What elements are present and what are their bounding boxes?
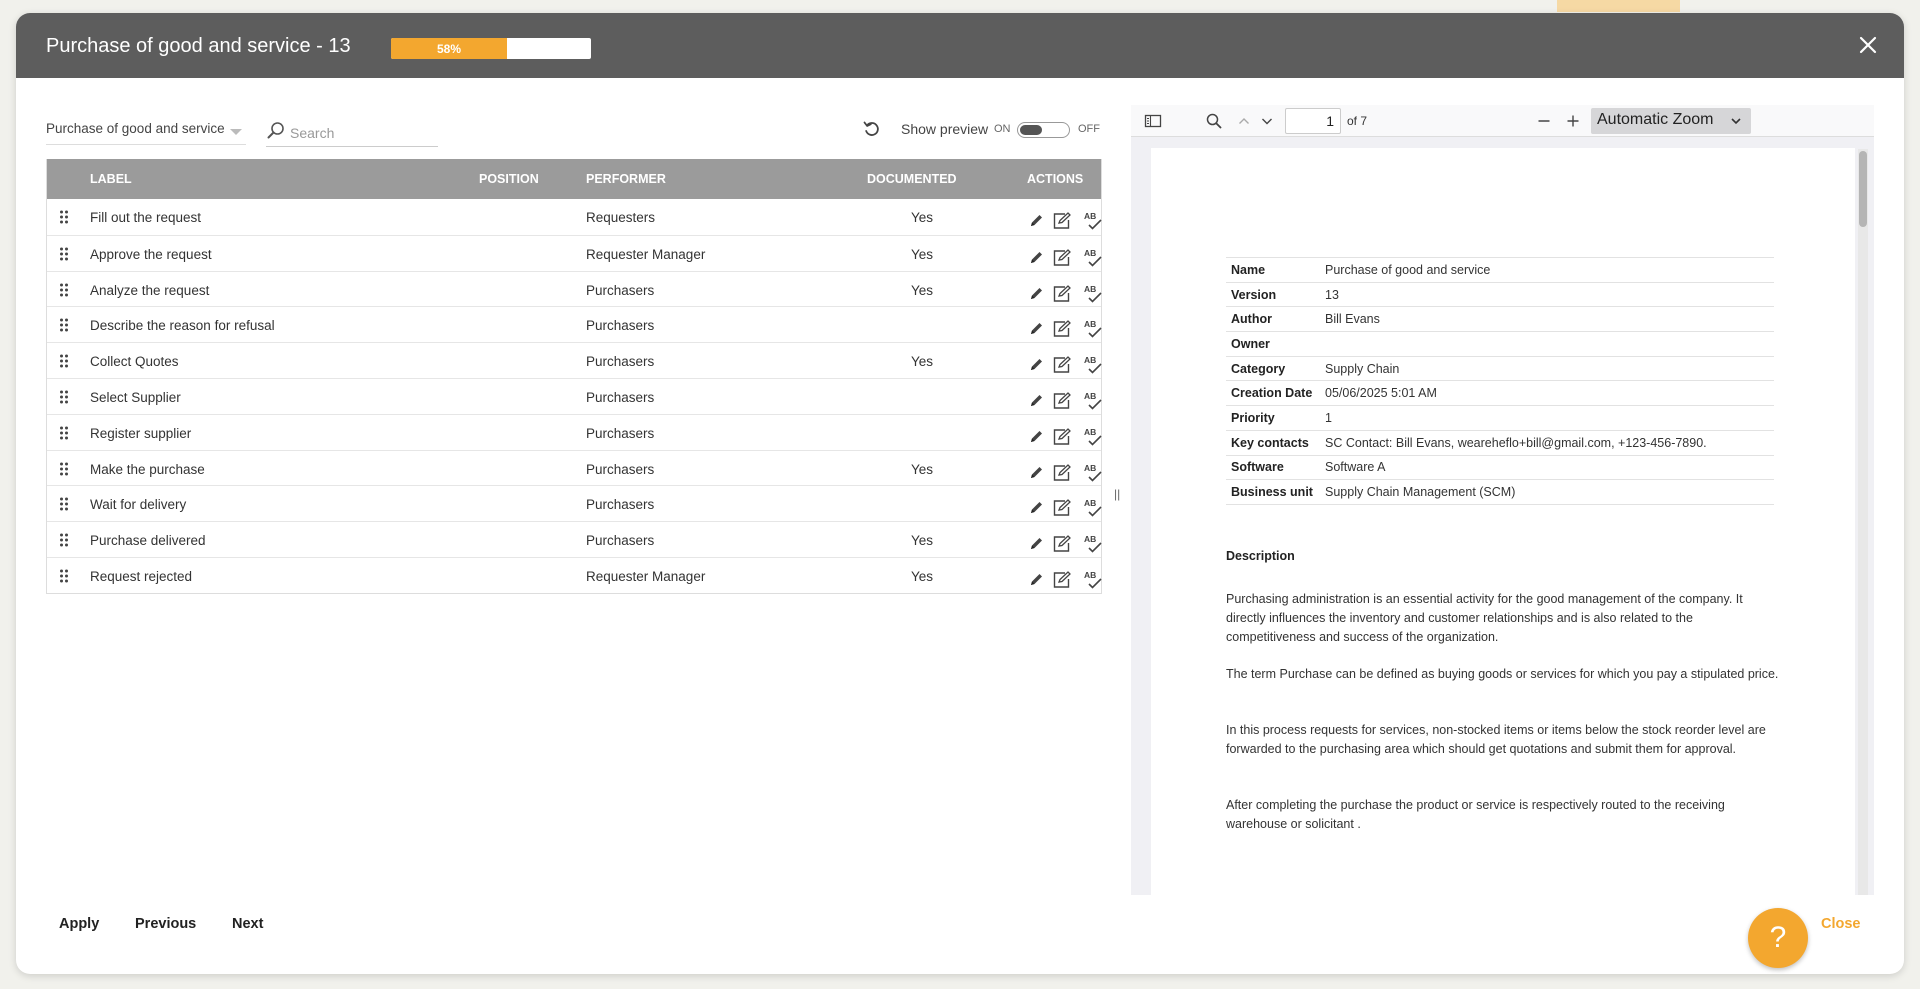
column-header-performer[interactable]: PERFORMER bbox=[586, 172, 666, 186]
progress-fill: 58% bbox=[391, 38, 507, 59]
close-button[interactable]: Close bbox=[1821, 916, 1861, 932]
spellcheck-icon[interactable] bbox=[1082, 462, 1104, 484]
activity-performer: Requester Manager bbox=[586, 568, 706, 584]
metadata-key: Key contacts bbox=[1226, 430, 1320, 455]
process-filter-select[interactable] bbox=[46, 121, 246, 145]
pencil-icon[interactable] bbox=[1025, 426, 1047, 448]
table-row[interactable] bbox=[47, 450, 1101, 486]
edit-document-icon[interactable] bbox=[1051, 426, 1073, 448]
show-preview-label: Show preview bbox=[901, 121, 989, 137]
activity-label: Fill out the request bbox=[90, 210, 202, 225]
pdf-scrollbar[interactable] bbox=[1858, 149, 1868, 895]
edit-document-icon[interactable] bbox=[1051, 462, 1073, 484]
page-number-input[interactable] bbox=[1285, 108, 1341, 134]
metadata-key: Creation Date bbox=[1226, 381, 1320, 406]
table-row[interactable] bbox=[47, 414, 1101, 450]
activity-label: Collect Quotes bbox=[90, 354, 179, 370]
drag-handle-icon[interactable] bbox=[59, 569, 69, 583]
column-header-label[interactable]: LABEL bbox=[90, 172, 132, 186]
page-total: of 7 bbox=[1347, 114, 1368, 128]
pdf-toolbar bbox=[1131, 105, 1874, 137]
activity-label: Request rejected bbox=[90, 568, 193, 584]
description-paragraph: In this process requests for services, non-stocked items or items below the stock reorder level are forwarded to the purchasing area which should get quotations and submit them for approval. bbox=[1226, 723, 1766, 756]
zoom-select[interactable] bbox=[1591, 108, 1751, 134]
metadata-value: Supply Chain bbox=[1320, 356, 1774, 381]
previous-button[interactable]: Previous bbox=[135, 916, 197, 932]
edit-document-icon[interactable] bbox=[1051, 569, 1073, 591]
zoom-in-icon[interactable] bbox=[1563, 111, 1583, 131]
spellcheck-icon[interactable] bbox=[1082, 354, 1104, 376]
metadata-value: 13 bbox=[1320, 282, 1774, 307]
activity-label: Approve the request bbox=[90, 246, 212, 262]
toggle-knob bbox=[1020, 125, 1042, 135]
svg-text:AB: AB bbox=[1084, 534, 1097, 545]
search-input[interactable] bbox=[290, 125, 430, 141]
previous-page-icon[interactable] bbox=[1234, 111, 1254, 131]
column-header-documented[interactable]: DOCUMENTED bbox=[867, 172, 957, 186]
activity-performer: Requester Manager bbox=[586, 246, 706, 262]
activity-documented: Yes bbox=[910, 246, 934, 262]
edit-document-icon[interactable] bbox=[1051, 390, 1073, 412]
activity-performer: Purchasers bbox=[586, 425, 655, 441]
table-row[interactable] bbox=[47, 521, 1101, 557]
drag-handle-icon[interactable] bbox=[59, 497, 69, 511]
help-icon: ? bbox=[1769, 921, 1787, 954]
drag-handle-icon[interactable] bbox=[59, 318, 69, 332]
toggle-off-label: OFF bbox=[1078, 123, 1100, 135]
spellcheck-icon[interactable] bbox=[1082, 390, 1104, 412]
description-paragraph: After completing the purchase the product or service is respectively routed to the receiving warehouse or solicitant . bbox=[1226, 798, 1725, 831]
zoom-out-icon[interactable] bbox=[1534, 111, 1554, 131]
pencil-icon[interactable] bbox=[1025, 533, 1047, 555]
scrollbar-thumb[interactable] bbox=[1859, 151, 1867, 227]
drag-handle-icon[interactable] bbox=[59, 462, 69, 476]
activity-documented: Yes bbox=[910, 282, 934, 298]
activity-performer: Purchasers bbox=[586, 354, 655, 370]
next-page-icon[interactable] bbox=[1257, 111, 1277, 131]
zoom-value: Automatic Zoom bbox=[1597, 111, 1714, 128]
description-title: Description bbox=[1226, 549, 1295, 563]
table-row[interactable] bbox=[47, 306, 1101, 342]
edit-document-icon[interactable] bbox=[1051, 497, 1073, 519]
activity-documented: Yes bbox=[910, 568, 934, 584]
table-row[interactable] bbox=[47, 378, 1101, 414]
metadata-value: Supply Chain Management (SCM) bbox=[1320, 480, 1774, 505]
background-accent bbox=[1557, 0, 1680, 12]
drag-handle-icon[interactable] bbox=[59, 210, 69, 224]
find-icon[interactable] bbox=[1204, 111, 1224, 131]
metadata-row bbox=[1226, 307, 1774, 332]
metadata-row bbox=[1226, 258, 1774, 283]
edit-document-icon[interactable] bbox=[1051, 210, 1073, 232]
metadata-key: Business unit bbox=[1226, 480, 1320, 505]
pencil-icon[interactable] bbox=[1025, 390, 1047, 412]
pencil-icon[interactable] bbox=[1025, 569, 1047, 591]
drag-handle-icon[interactable] bbox=[59, 533, 69, 547]
table-header bbox=[47, 159, 1101, 199]
activity-performer: Purchasers bbox=[586, 533, 655, 549]
refresh-icon[interactable] bbox=[862, 119, 882, 139]
help-button[interactable] bbox=[1748, 908, 1808, 968]
metadata-key: Software bbox=[1226, 455, 1320, 480]
metadata-value: 05/06/2025 5:01 AM bbox=[1320, 381, 1774, 406]
svg-text:AB: AB bbox=[1084, 498, 1097, 509]
activity-performer: Requesters bbox=[586, 210, 656, 225]
pencil-icon[interactable] bbox=[1025, 462, 1047, 484]
drag-handle-icon[interactable] bbox=[59, 426, 69, 440]
activity-documented: Yes bbox=[910, 533, 934, 549]
description-paragraph: The term Purchase can be defined as buying goods or services for which you pay a stipulated price. bbox=[1226, 667, 1779, 681]
chevron-down-icon bbox=[230, 129, 242, 135]
search-box bbox=[266, 119, 438, 147]
drag-handle-icon[interactable] bbox=[59, 247, 69, 261]
modal-title: Purchase of good and service - 13 bbox=[46, 35, 351, 57]
svg-text:AB: AB bbox=[1084, 211, 1097, 221]
activity-label: Purchase delivered bbox=[90, 533, 206, 549]
svg-text:AB: AB bbox=[1084, 283, 1097, 294]
table-row[interactable] bbox=[47, 199, 1101, 235]
metadata-value: 1 bbox=[1320, 406, 1774, 431]
metadata-row bbox=[1226, 332, 1774, 357]
spellcheck-icon[interactable] bbox=[1082, 247, 1104, 269]
next-button[interactable]: Next bbox=[232, 916, 264, 932]
metadata-key: Owner bbox=[1226, 332, 1320, 357]
metadata-row bbox=[1226, 356, 1774, 381]
spellcheck-icon[interactable] bbox=[1082, 426, 1104, 448]
spellcheck-icon[interactable] bbox=[1082, 210, 1104, 232]
activity-performer: Purchasers bbox=[586, 389, 655, 405]
description-paragraph: Purchasing administration is an essential activity for the good management of the company. It directly influences the inventory and customer relationships and is also related to the competitiveness and success of the organization. bbox=[1226, 592, 1743, 644]
pencil-icon[interactable] bbox=[1025, 354, 1047, 376]
metadata-row bbox=[1226, 381, 1774, 406]
activity-label: Analyze the request bbox=[90, 282, 210, 298]
metadata-value: Bill Evans bbox=[1320, 307, 1774, 332]
metadata-value: SC Contact: Bill Evans, weareheflo+bill@gmail.com, +123-456-7890. bbox=[1320, 430, 1774, 455]
activity-documented: Yes bbox=[910, 354, 934, 370]
svg-text:AB: AB bbox=[1084, 569, 1097, 580]
splitter-handle[interactable]: || bbox=[1114, 487, 1121, 501]
activity-performer: Purchasers bbox=[586, 282, 655, 298]
spellcheck-icon[interactable] bbox=[1082, 569, 1104, 591]
search-icon bbox=[266, 121, 286, 141]
pencil-icon[interactable] bbox=[1025, 497, 1047, 519]
activity-performer: Purchasers bbox=[586, 497, 655, 513]
table-body bbox=[47, 199, 1101, 593]
activity-label: Wait for delivery bbox=[90, 497, 187, 513]
activity-documented: Yes bbox=[910, 461, 934, 477]
pdf-page bbox=[1151, 148, 1855, 895]
pdf-viewer bbox=[1131, 105, 1874, 895]
apply-button[interactable]: Apply bbox=[59, 916, 100, 932]
metadata-row bbox=[1226, 430, 1774, 455]
table-row[interactable] bbox=[47, 235, 1101, 271]
process-filter-value: Purchase of good and service bbox=[46, 121, 225, 136]
activity-label: Select Supplier bbox=[90, 389, 181, 405]
metadata-key: Priority bbox=[1226, 406, 1320, 431]
drag-handle-icon[interactable] bbox=[59, 390, 69, 404]
close-icon[interactable] bbox=[1854, 31, 1882, 59]
activity-label: Make the purchase bbox=[90, 461, 205, 477]
edit-document-icon[interactable] bbox=[1051, 533, 1073, 555]
table-row[interactable] bbox=[47, 342, 1101, 378]
svg-text:AB: AB bbox=[1084, 355, 1097, 366]
activity-performer: Purchasers bbox=[586, 318, 655, 334]
process-metadata-table bbox=[1226, 257, 1774, 505]
table-row[interactable] bbox=[47, 557, 1101, 593]
svg-text:AB: AB bbox=[1084, 247, 1097, 258]
svg-text:AB: AB bbox=[1084, 390, 1097, 401]
toggle-on-label: ON bbox=[994, 123, 1011, 135]
activity-label: Register supplier bbox=[90, 425, 192, 441]
pencil-icon[interactable] bbox=[1025, 210, 1047, 232]
progress-bar bbox=[391, 38, 591, 59]
activity-performer: Purchasers bbox=[586, 461, 655, 477]
metadata-key: Version bbox=[1226, 282, 1320, 307]
drag-handle-icon[interactable] bbox=[59, 354, 69, 368]
activity-label: Describe the reason for refusal bbox=[90, 318, 275, 334]
metadata-key: Category bbox=[1226, 356, 1320, 381]
modal-header bbox=[16, 13, 1904, 78]
sidebar-toggle-icon[interactable] bbox=[1143, 111, 1163, 131]
edit-document-icon[interactable] bbox=[1051, 354, 1073, 376]
pencil-icon[interactable] bbox=[1025, 283, 1047, 305]
metadata-row bbox=[1226, 455, 1774, 480]
drag-handle-icon[interactable] bbox=[59, 283, 69, 297]
table-row[interactable] bbox=[47, 485, 1101, 521]
activities-table bbox=[46, 159, 1102, 594]
metadata-row bbox=[1226, 406, 1774, 431]
edit-document-icon[interactable] bbox=[1051, 247, 1073, 269]
edit-document-icon[interactable] bbox=[1051, 283, 1073, 305]
spellcheck-icon[interactable] bbox=[1082, 497, 1104, 519]
metadata-row bbox=[1226, 282, 1774, 307]
metadata-key: Name bbox=[1226, 258, 1320, 283]
svg-text:AB: AB bbox=[1084, 462, 1097, 473]
metadata-key: Author bbox=[1226, 307, 1320, 332]
column-header-actions: ACTIONS bbox=[1027, 172, 1084, 186]
chevron-down-icon bbox=[1729, 114, 1743, 133]
svg-text:AB: AB bbox=[1084, 426, 1097, 437]
spellcheck-icon[interactable] bbox=[1082, 318, 1104, 340]
table-row[interactable] bbox=[47, 271, 1101, 307]
edit-document-icon[interactable] bbox=[1051, 318, 1073, 340]
show-preview-toggle[interactable] bbox=[1017, 122, 1070, 138]
spellcheck-icon[interactable] bbox=[1082, 283, 1104, 305]
metadata-value: Software A bbox=[1320, 455, 1774, 480]
activity-documented: Yes bbox=[910, 210, 934, 225]
spellcheck-icon[interactable] bbox=[1082, 533, 1104, 555]
svg-text:AB: AB bbox=[1084, 319, 1097, 330]
metadata-value bbox=[1320, 332, 1774, 357]
pencil-icon[interactable] bbox=[1025, 247, 1047, 269]
metadata-row bbox=[1226, 480, 1774, 505]
process-modal bbox=[16, 13, 1904, 974]
column-header-position[interactable]: POSITION bbox=[479, 172, 539, 186]
metadata-value: Purchase of good and service bbox=[1320, 258, 1774, 283]
pencil-icon[interactable] bbox=[1025, 318, 1047, 340]
